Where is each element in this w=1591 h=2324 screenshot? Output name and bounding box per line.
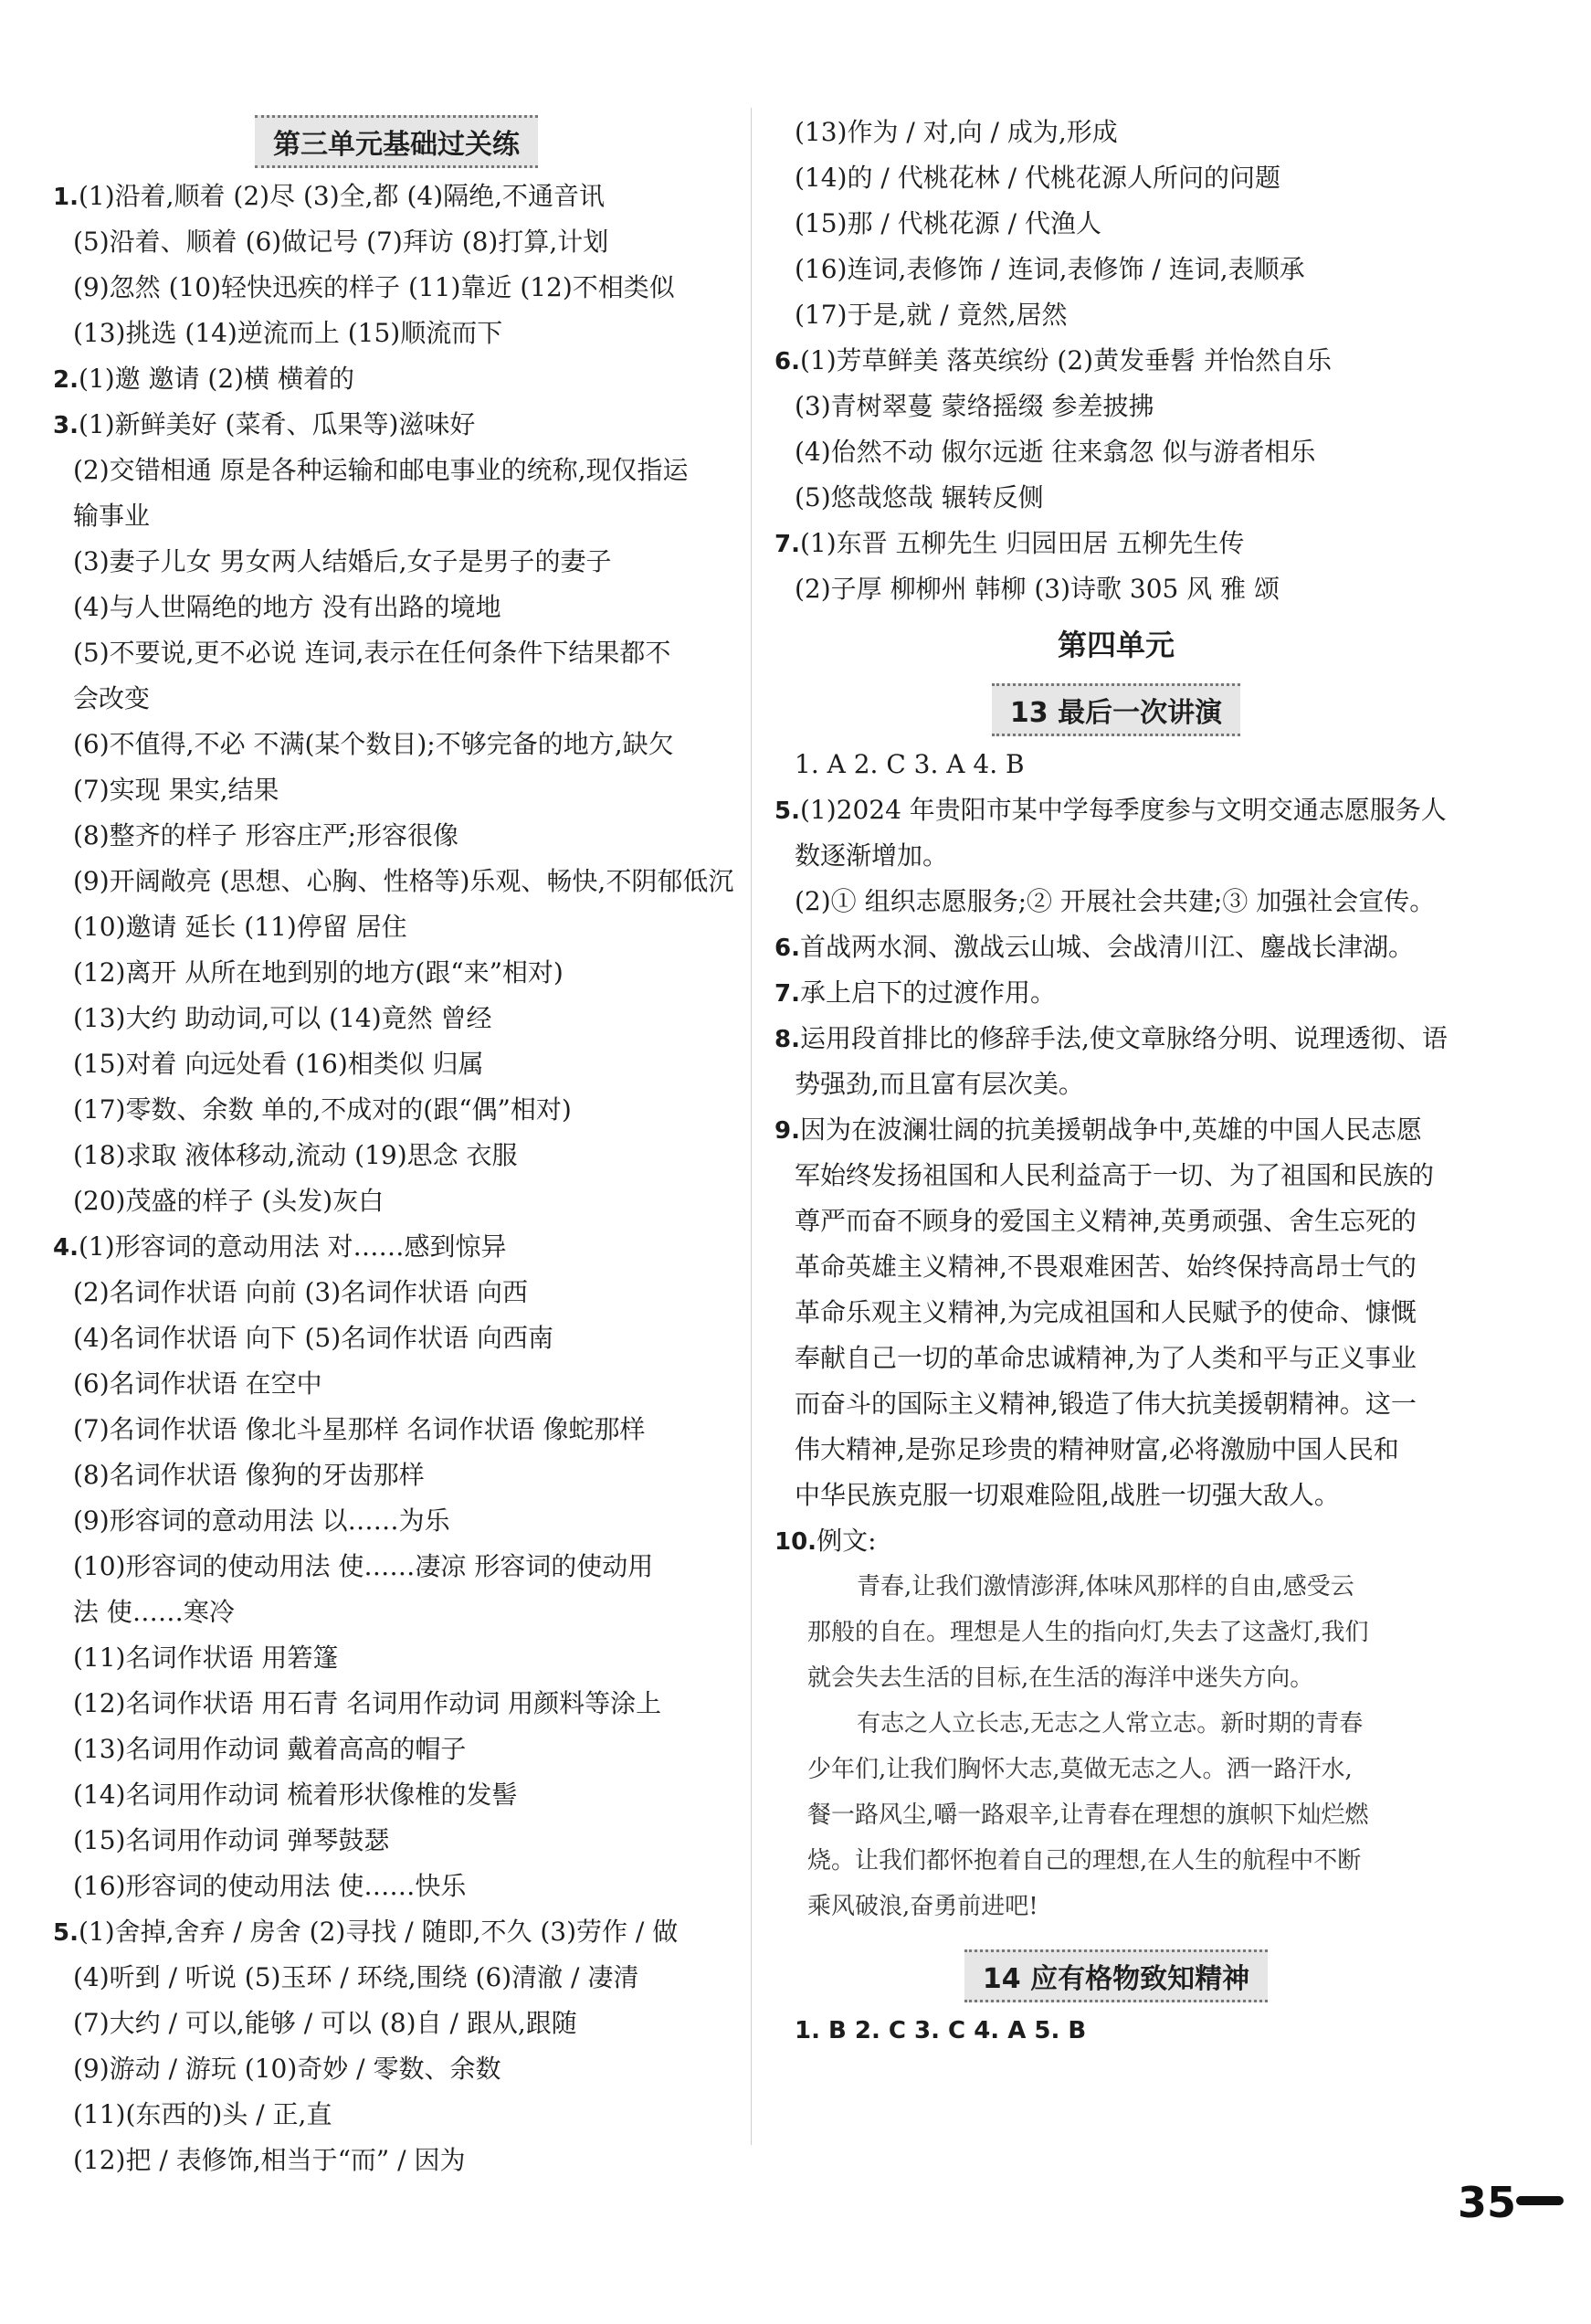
answer-line <box>774 521 1458 566</box>
question-number: 6. <box>774 348 800 375</box>
answer-line <box>774 1518 1458 1564</box>
answer-text: (15)名词用作动词 弹琴鼓瑟 <box>73 1825 390 1855</box>
answer-line <box>53 2138 740 2183</box>
right-column <box>774 110 1458 2054</box>
answer-text: (10)形容词的使动用法 使……凄凉 形容词的使动用 <box>73 1551 654 1581</box>
answer-line <box>53 996 740 1041</box>
answer-line <box>774 1427 1458 1473</box>
answer-text: (1)芳草鲜美 落英缤纷 (2)黄发垂髫 并怡然自乐 <box>799 345 1332 375</box>
answer-line <box>774 110 1458 155</box>
answer-text: 革命英雄主义精神,不畏艰难困苦、始终保持高昂士气的 <box>795 1252 1417 1282</box>
answer-line <box>774 1199 1458 1244</box>
answer-line <box>774 1244 1458 1290</box>
question-number: 7. <box>774 531 800 558</box>
answer-text: (12)离开 从所在地到别的地方(跟“来”相对) <box>73 957 564 988</box>
answer-text: (1)2024 年贵阳市某中学每季度参与文明交通志愿服务人 <box>799 795 1447 825</box>
section-title: 第三单元基础过关练 <box>255 115 538 168</box>
answer-line <box>774 155 1458 201</box>
question-number: 7. <box>774 980 800 1008</box>
answer-text: (13)大约 助动词,可以 (14)竟然 曾经 <box>73 1003 492 1033</box>
essay-line: 青春,让我们激情澎湃,体味风那样的自由,感受云 <box>857 1573 1354 1600</box>
answer-line <box>53 493 740 539</box>
answer-line <box>774 201 1458 247</box>
essay-line: 乘风破浪,奋勇前进吧! <box>807 1893 1038 1920</box>
answer-line <box>53 767 740 813</box>
answer-text: (7)大约 / 可以,能够 / 可以 (8)自 / 跟从,跟随 <box>73 2008 577 2038</box>
answer-line <box>53 539 740 585</box>
answer-text: (13)作为 / 对,向 / 成为,形成 <box>795 117 1118 147</box>
page-number: 35 <box>1458 2178 1517 2227</box>
answer-text: (1)形容词的意动用法 对……感到惊异 <box>78 1231 507 1262</box>
question-number: 5. <box>53 1919 79 1947</box>
answer-line <box>774 970 1458 1016</box>
answer-line <box>774 1336 1458 1381</box>
essay-line: 餐一路风尘,嚼一路艰辛,让青春在理想的旗帜下灿烂燃 <box>807 1801 1369 1829</box>
answer-text: 运用段首排比的修辞手法,使文章脉络分明、说理透彻、语 <box>799 1023 1448 1053</box>
answer-line <box>53 1818 740 1864</box>
lesson13-answers <box>774 742 1458 1564</box>
answer-text: (11)名词作状语 用箬篷 <box>73 1643 339 1673</box>
answer-line <box>53 2046 740 2092</box>
answer-line <box>774 879 1458 924</box>
answer-text: (1)东晋 五柳先生 归园田居 五柳先生传 <box>799 528 1245 558</box>
answer-text: 承上启下的过渡作用。 <box>799 977 1056 1008</box>
answer-text: (8)整齐的样子 形容庄严;形容很像 <box>73 820 458 850</box>
answer-text: 首战两水洞、激战云山城、会战清川江、鏖战长津湖。 <box>799 932 1414 962</box>
answer-text: (18)求取 液体移动,流动 (19)思念 衣服 <box>73 1140 518 1170</box>
answer-line <box>774 1107 1458 1153</box>
question-number: 1. <box>53 184 79 211</box>
question-number: 5. <box>774 798 800 825</box>
answer-text: 势强劲,而且富有层次美。 <box>795 1069 1084 1099</box>
answer-line <box>53 2092 740 2138</box>
answer-text: (1)舍掉,舍弃 / 房舍 (2)寻找 / 随即,不久 (3)劳作 / 做 <box>78 1917 679 1947</box>
answer-line <box>53 950 740 996</box>
answer-text: (16)形容词的使动用法 使……快乐 <box>73 1871 467 1901</box>
question-number: 3. <box>53 412 79 439</box>
answer-line <box>53 585 740 630</box>
essay-line: 烧。让我们都怀抱着自己的理想,在人生的航程中不断 <box>807 1847 1362 1875</box>
answer-line <box>53 174 740 219</box>
answer-line <box>774 292 1458 338</box>
answer-text: 军始终发扬祖国和人民利益高于一切、为了祖国和民族的 <box>795 1160 1435 1190</box>
answer-text: (1)沿着,顺着 (2)尽 (3)全,都 (4)隔绝,不通音讯 <box>78 181 606 211</box>
answer-line <box>53 676 740 722</box>
left-answer-list <box>53 174 740 2183</box>
answer-text: (3)妻子儿女 男女两人结婚后,女子是男子的妻子 <box>73 546 612 576</box>
answer-line <box>774 338 1458 384</box>
answer-line <box>53 813 740 859</box>
answer-text: 例文: <box>817 1526 877 1556</box>
answer-line <box>53 1452 740 1498</box>
answer-text: (7)名词作状语 像北斗星那样 名词作状语 像蛇那样 <box>73 1414 646 1444</box>
lesson13-title: 13 最后一次讲演 <box>992 683 1240 736</box>
answer-text: 数逐渐增加。 <box>795 840 949 871</box>
answer-text: (5)沿着、顺着 (6)做记号 (7)拜访 (8)打算,计划 <box>73 227 609 257</box>
answer-line <box>53 1224 740 1270</box>
answer-text: (9)开阔敞亮 (思想、心胸、性格等)乐观、畅快,不阴郁低沉 <box>73 866 734 896</box>
answer-text: (8)名词作状语 像狗的牙齿那样 <box>73 1460 425 1490</box>
answer-line <box>53 1727 740 1772</box>
sample-essay <box>774 1564 1458 1929</box>
lesson13-title-wrap <box>774 678 1458 742</box>
answer-line <box>774 429 1458 475</box>
lesson14-title-wrap <box>774 1944 1458 2008</box>
answer-line <box>774 1381 1458 1427</box>
answer-text: (11)(东西的)头 / 正,直 <box>73 2099 332 2129</box>
answer-text: (4)听到 / 听说 (5)玉环 / 环绕,围绕 (6)清澈 / 凄清 <box>73 1962 639 1992</box>
answer-text: 1. A 2. C 3. A 4. B <box>795 749 1025 779</box>
answer-text: (6)不值得,不必 不满(某个数目);不够完备的地方,缺欠 <box>73 729 674 759</box>
answer-line <box>53 859 740 904</box>
answer-line <box>53 311 740 356</box>
answer-line <box>53 1909 740 1955</box>
answer-line <box>53 1178 740 1224</box>
answer-text: (15)对着 向远处看 (16)相类似 归属 <box>73 1049 484 1079</box>
answer-text: (5)悠哉悠哉 辗转反侧 <box>795 482 1044 512</box>
answer-text: 因为在波澜壮阔的抗美援朝战争中,英雄的中国人民志愿 <box>799 1114 1422 1145</box>
answer-line <box>53 265 740 311</box>
answer-line <box>774 1473 1458 1518</box>
page-number-bar <box>1516 2196 1564 2205</box>
answer-line <box>53 402 740 448</box>
answer-text: (12)把 / 表修饰,相当于“而” / 因为 <box>73 2145 466 2175</box>
answer-line <box>53 1955 740 2001</box>
answer-line <box>774 833 1458 879</box>
answer-line <box>774 1153 1458 1199</box>
answer-line <box>53 1681 740 1727</box>
section-title-wrap <box>53 110 740 174</box>
question-number: 10. <box>774 1528 817 1556</box>
question-number: 9. <box>774 1117 800 1145</box>
answer-line <box>774 1016 1458 1062</box>
answer-line <box>774 1290 1458 1336</box>
answer-text: (7)实现 果实,结果 <box>73 775 279 805</box>
answer-text: 输事业 <box>73 501 151 531</box>
answer-text: 革命乐观主义精神,为完成祖国和人民赋予的使命、慷慨 <box>795 1297 1417 1327</box>
question-number: 4. <box>53 1234 79 1262</box>
answer-text: (10)邀请 延长 (11)停留 居住 <box>73 912 407 942</box>
answer-text: (5)不要说,更不必说 连词,表示在任何条件下结果都不 <box>73 638 671 668</box>
answer-text: (4)与人世隔绝的地方 没有出路的境地 <box>73 592 501 622</box>
essay-line: 那般的自在。理想是人生的指向灯,失去了这盏灯,我们 <box>807 1619 1369 1646</box>
answer-text: (14)的 / 代桃花林 / 代桃花源人所问的问题 <box>795 163 1280 193</box>
answer-line <box>53 1087 740 1133</box>
answer-text: (2)子厚 柳柳州 韩柳 (3)诗歌 305 风 雅 颂 <box>795 574 1280 604</box>
answer-text: (6)名词作状语 在空中 <box>73 1368 322 1399</box>
answer-line <box>53 1361 740 1407</box>
answer-line <box>53 1041 740 1087</box>
answer-line <box>53 1635 740 1681</box>
answer-text: (12)名词作状语 用石青 名词用作动词 用颜料等涂上 <box>73 1688 662 1718</box>
answer-text: (1)新鲜美好 (菜肴、瓜果等)滋味好 <box>78 409 476 439</box>
answer-line <box>53 1498 740 1544</box>
question-number: 6. <box>774 935 800 962</box>
answer-text: 法 使……寒冷 <box>73 1597 235 1627</box>
answer-line <box>53 1407 740 1452</box>
answer-text: (20)茂盛的样子 (头发)灰白 <box>73 1186 385 1216</box>
answer-text: (15)那 / 代桃花源 / 代渔人 <box>795 208 1101 238</box>
answer-text: (2)① 组织志愿服务;② 开展社会共建;③ 加强社会宣传。 <box>795 886 1436 916</box>
answer-text: 中华民族克服一切艰难险阻,战胜一切强大敌人。 <box>795 1480 1340 1510</box>
answer-line <box>53 1315 740 1361</box>
answer-line <box>53 1133 740 1178</box>
answer-text: (17)零数、余数 单的,不成对的(跟“偶”相对) <box>73 1094 572 1125</box>
answer-text: (2)交错相通 原是各种运输和邮电事业的统称,现仅指运 <box>73 455 689 485</box>
answer-text: (9)形容词的意动用法 以……为乐 <box>73 1505 450 1536</box>
answer-line <box>774 742 1458 787</box>
answer-text: (1)邀 邀请 (2)横 横着的 <box>78 364 354 394</box>
answer-text: 而奋斗的国际主义精神,锻造了伟大抗美援朝精神。这一 <box>795 1389 1417 1419</box>
answer-line <box>53 1864 740 1909</box>
answer-line <box>774 787 1458 833</box>
answer-text: (9)游动 / 游玩 (10)奇妙 / 零数、余数 <box>73 2054 501 2084</box>
answer-line <box>774 924 1458 970</box>
answer-line <box>53 448 740 493</box>
answer-line <box>53 219 740 265</box>
answer-text: 会改变 <box>73 683 151 713</box>
essay-line: 少年们,让我们胸怀大志,莫做无志之人。洒一路汗水, <box>807 1756 1353 1783</box>
right-answer-list <box>774 110 1458 612</box>
answer-line <box>53 2001 740 2046</box>
essay-line: 就会失去生活的目标,在生活的海洋中迷失方向。 <box>807 1664 1314 1692</box>
answer-line <box>53 1270 740 1315</box>
answer-line <box>53 1590 740 1635</box>
answer-line <box>774 475 1458 521</box>
left-column <box>53 110 740 2183</box>
question-number: 2. <box>53 366 79 394</box>
answer-line <box>774 247 1458 292</box>
answer-text: (3)青树翠蔓 蒙络摇缀 参差披拂 <box>795 391 1154 421</box>
answer-text: (17)于是,就 / 竟然,居然 <box>795 300 1068 330</box>
answer-line <box>53 356 740 402</box>
answer-text: 奉献自己一切的革命忠诚精神,为了人类和平与正义事业 <box>795 1343 1417 1373</box>
answer-text: (16)连词,表修饰 / 连词,表修饰 / 连词,表顺承 <box>795 254 1305 284</box>
column-divider <box>751 108 752 2145</box>
essay-line: 有志之人立长志,无志之人常立志。新时期的青春 <box>857 1710 1364 1738</box>
answer-text: (2)名词作状语 向前 (3)名词作状语 向西 <box>73 1277 529 1307</box>
answer-line <box>53 722 740 767</box>
lesson14-title: 14 应有格物致知精神 <box>964 1949 1268 2002</box>
answer-text: 尊严而奋不顾身的爱国主义精神,英勇顽强、舍生忘死的 <box>795 1206 1417 1236</box>
answer-text: (4)佁然不动 俶尔远逝 往来翕忽 似与游者相乐 <box>795 437 1316 467</box>
answer-text: (13)名词用作动词 戴着高高的帽子 <box>73 1734 467 1764</box>
answer-line <box>53 630 740 676</box>
answer-text: 伟大精神,是弥足珍贵的精神财富,必将激励中国人民和 <box>795 1434 1399 1464</box>
question-number: 8. <box>774 1026 800 1053</box>
unit-title: 第四单元 <box>1057 628 1175 662</box>
answer-line <box>774 384 1458 429</box>
answer-text: (14)名词用作动词 梳着形状像椎的发髻 <box>73 1780 518 1810</box>
answer-text: (9)忽然 (10)轻快迅疾的样子 (11)靠近 (12)不相类似 <box>73 272 675 302</box>
lesson14-answers: 1. B 2. C 3. C 4. A 5. B <box>795 2017 1087 2044</box>
answer-line <box>774 566 1458 612</box>
answer-text: (13)挑选 (14)逆流而上 (15)顺流而下 <box>73 318 503 348</box>
answer-line <box>53 904 740 950</box>
answer-text: (4)名词作状语 向下 (5)名词作状语 向西南 <box>73 1323 554 1353</box>
answer-line <box>53 1544 740 1590</box>
answer-line <box>774 1062 1458 1107</box>
answer-line <box>53 1772 740 1818</box>
